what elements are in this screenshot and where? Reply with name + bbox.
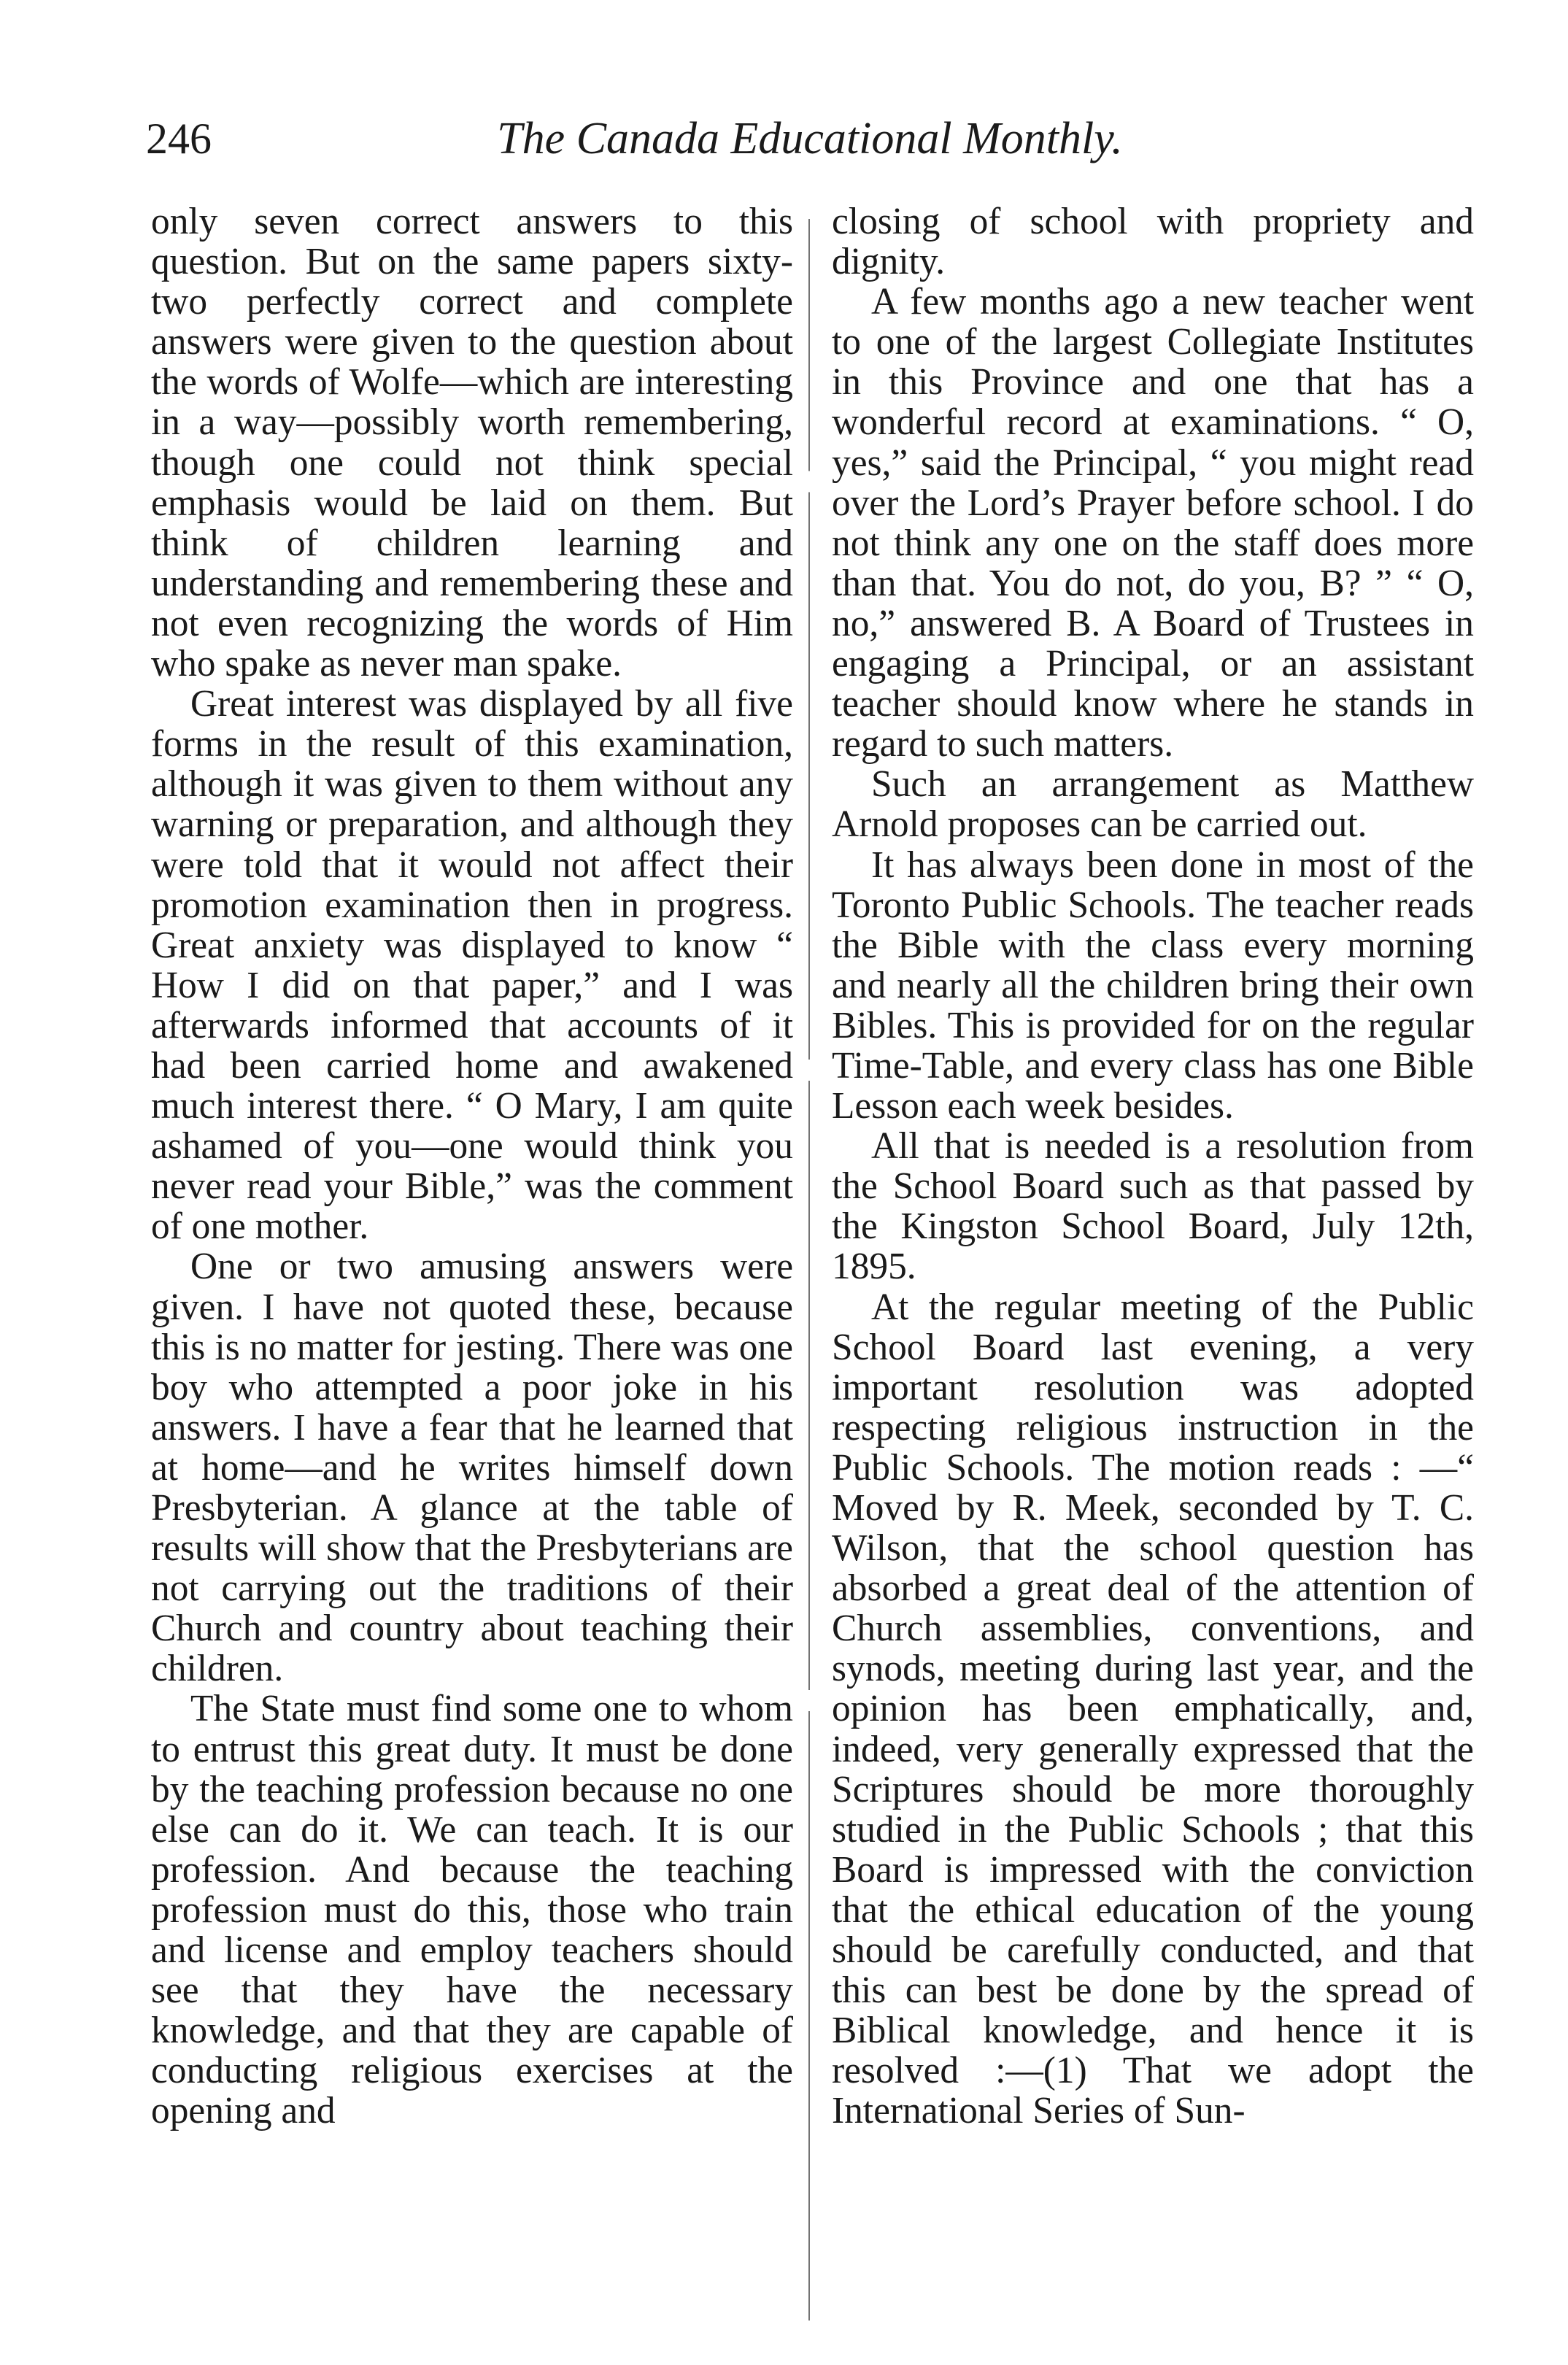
left-column [151, 201, 793, 2131]
paragraph: It has always been done in most of the Toronto Public Schools. The teacher reads the Bible with the class every morning and nearly all the children bring their own Bibles. This is provided for on the regular Time-Table, and every class has one Bible Lesson each week besides. [832, 844, 1474, 1127]
paragraph: All that is needed is a resolution from the School Board such as that passed by the Kingston School Board, July 12th, 1895. [832, 1125, 1474, 1288]
right-column [832, 201, 1474, 2131]
paragraph: One or two amusing answers were given. I have not quoted these, because this is no matter for jesting. There was one boy who attempted a poor joke in his answers. I have a fear that he learned that at home—and he writes himself down Presbyterian. A glance at the table of results will show that the Presbyterians are not carrying out the traditions of their Church and country about teaching their children. [151, 1246, 793, 1690]
paragraph: Such an arrangement as Matthew Arnold proposes can be carried out. [832, 763, 1474, 846]
paragraph: At the regular meeting of the Public School Board last evening, a very important resolution was adopted respecting religious instruction in the Public Schools. The motion reads : —“ Moved by R. Meek, seconded by T. C. Wilson, that the school question has absorbed a great deal of the attention of Church assemblies, conventions, and synods, meeting during last year, and the opinion has been emphatically, and, indeed, very generally expressed that the Scriptures should be more thoroughly studied in the Public Schools ; that this Board is impressed with the conviction that the ethical education of the young should be carefully conducted, and that this can best be done by the spread of Biblical knowledge, and hence it is resolved :—(1) That we adopt the International Series of Sun- [832, 1286, 1474, 2132]
paragraph: The State must find some one to whom to entrust this great duty. It must be done by the teaching profession because no one else can do it. We can teach. It is our profession. And because the teaching profession must do this, those who train and license and employ teachers should see that they have the necessary knowledge, and that they are capable of conducting religious exercises at the opening and [151, 1688, 793, 2132]
page-number: 246 [146, 115, 212, 163]
paragraph: only seven correct answers to this question. But on the same papers sixty-two perfectly correct and complete answers were given to the question about the words of Wolfe—which are interesting in a way—possibly worth remembering, though one could not think special emphasis would be laid on them. But think of children learning and understanding and remembering these and not even recognizing the words of Him who spake as never man spake. [151, 201, 793, 685]
paragraph: A few months ago a new teacher went to one of the largest Collegiate Institutes in this Province and one that has a wonderful record at examinations. “ O, yes,” said the Principal, “ you might read over the Lord’s Prayer before school. I do not think any one on the staff does more than that. You do not, do you, B? ” “ O, no,” answered B. A Board of Trustees in engaging a Principal, or an assistant teacher should know where he stands in regard to such matters. [832, 281, 1474, 765]
paragraph: closing of school with propriety and dignity. [832, 201, 1474, 283]
column-divider [808, 219, 810, 2320]
running-title: The Canada Educational Monthly. [497, 114, 1123, 163]
page-header [146, 109, 1474, 168]
paragraph: Great interest was displayed by all five forms in the result of this examination, although it was given to them without any warning or preparation, and although they were told that it would not affect their promotion examination then in progress. Great anxiety was displayed to know “ How I did on that paper,” and I was afterwards informed that accounts of it had been carried home and awakened much interest there. “ O Mary, I am quite ashamed of you—one would think you never read your Bible,” was the comment of one mother. [151, 683, 793, 1248]
